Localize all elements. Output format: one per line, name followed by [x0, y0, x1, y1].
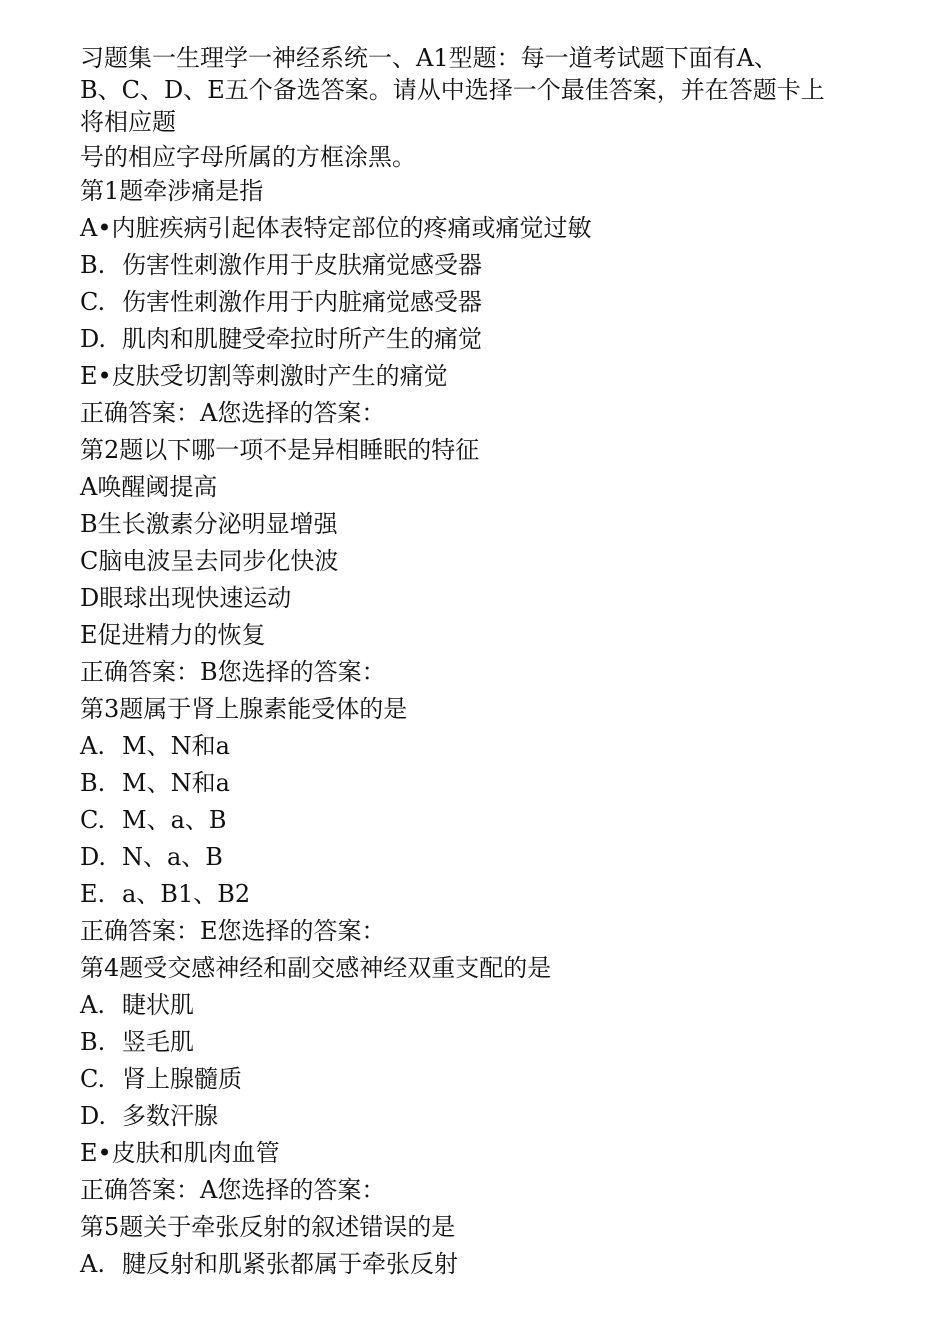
- option-text: M、N和a: [122, 732, 230, 760]
- correct-answer: 正确答案：A您选择的答案：: [80, 1176, 386, 1204]
- option-letter: A.: [80, 1250, 105, 1278]
- option-c: [80, 543, 880, 580]
- question-stem: 第3题属于肾上腺素能受体的是: [80, 695, 408, 723]
- question-stem: 第1题牵涉痛是指: [80, 177, 264, 205]
- option-letter: A.: [80, 732, 105, 760]
- option-letter: D.: [80, 843, 107, 871]
- document-page: [80, 42, 880, 1283]
- option-a: [80, 210, 880, 247]
- option-text: 多数汗腺: [122, 1102, 218, 1130]
- option-e: [80, 617, 880, 654]
- option-letter: E•: [80, 1139, 112, 1167]
- option-text: M、a、B: [122, 806, 227, 834]
- question-3: [80, 691, 880, 950]
- correct-answer: 正确答案：A您选择的答案：: [80, 399, 386, 427]
- option-letter: D: [80, 584, 100, 612]
- option-c: [80, 1061, 880, 1098]
- option-letter: A.: [80, 991, 105, 1019]
- option-text: 腱反射和肌紧张都属于牵张反射: [122, 1250, 458, 1278]
- option-text: a、B1、B2: [122, 880, 251, 908]
- correct-answer: 正确答案：B您选择的答案：: [80, 658, 386, 686]
- option-text: 皮肤和肌肉血管: [111, 1139, 280, 1167]
- intro-line: 习题集一生理学一神经系统一、A1型题：每一道考试题下面有A、: [80, 44, 778, 72]
- option-text: 生长激素分泌明显增强: [97, 510, 338, 538]
- intro-line: 将相应题: [80, 108, 176, 136]
- option-c: [80, 284, 880, 321]
- option-d: [80, 580, 880, 617]
- option-letter: E.: [80, 880, 106, 908]
- option-letter: D.: [80, 325, 107, 353]
- intro-paragraph-continued: [80, 141, 880, 173]
- option-b: [80, 247, 880, 284]
- option-text: 伤害性刺激作用于皮肤痛觉感受器: [122, 251, 482, 279]
- option-letter: C.: [80, 288, 106, 316]
- intro-paragraph: [80, 42, 880, 138]
- option-letter: B: [80, 510, 98, 538]
- option-text: 皮肤受切割等刺激时产生的痛觉: [111, 362, 448, 390]
- correct-answer: 正确答案：E您选择的答案：: [80, 917, 386, 945]
- option-c: [80, 802, 880, 839]
- option-text: 脑电波呈去同步化快波: [98, 547, 339, 575]
- option-text: N、a、B: [122, 843, 223, 871]
- option-e: [80, 876, 880, 913]
- question-4: [80, 950, 880, 1209]
- option-text: 眼球出现快速运动: [99, 584, 292, 612]
- option-letter: E•: [80, 362, 112, 390]
- intro-line: 号的相应字母所属的方框涂黑。: [80, 143, 416, 171]
- option-d: [80, 1098, 880, 1135]
- option-letter: A: [80, 473, 98, 501]
- option-text: 促进精力的恢复: [97, 621, 266, 649]
- question-stem: 第5题关于牵张反射的叙述错误的是: [80, 1213, 456, 1241]
- option-letter: C.: [80, 806, 106, 834]
- option-text: 肌肉和肌腱受牵拉时所产生的痛觉: [122, 325, 482, 353]
- option-text: M、N和a: [122, 769, 230, 797]
- option-b: [80, 765, 880, 802]
- option-letter: B.: [80, 251, 106, 279]
- option-letter: B.: [80, 769, 106, 797]
- option-text: 睫状肌: [122, 991, 194, 1019]
- option-b: [80, 506, 880, 543]
- option-letter: C: [80, 547, 99, 575]
- option-a: [80, 987, 880, 1024]
- option-e: [80, 1135, 880, 1172]
- option-letter: C.: [80, 1065, 106, 1093]
- question-stem: 第2题以下哪一项不是异相睡眠的特征: [80, 436, 480, 464]
- option-a: [80, 469, 880, 506]
- question-stem: 第4题受交感神经和副交感神经双重支配的是: [80, 954, 552, 982]
- question-5: [80, 1209, 880, 1283]
- question-2: [80, 432, 880, 691]
- intro-line: B、C、D、E五个备选答案。请从中选择一个最佳答案，并在答题卡上: [80, 76, 825, 104]
- option-letter: B.: [80, 1028, 106, 1056]
- option-text: 内脏疾病引起体表特定部位的疼痛或痛觉过敏: [111, 214, 592, 242]
- option-a: [80, 728, 880, 765]
- option-b: [80, 1024, 880, 1061]
- option-a: [80, 1246, 880, 1283]
- option-d: [80, 321, 880, 358]
- option-letter: E: [80, 621, 98, 649]
- option-e: [80, 358, 880, 395]
- question-1: [80, 173, 880, 432]
- option-d: [80, 839, 880, 876]
- option-text: 伤害性刺激作用于内脏痛觉感受器: [122, 288, 482, 316]
- option-text: 竖毛肌: [122, 1028, 194, 1056]
- option-text: 肾上腺髓质: [122, 1065, 242, 1093]
- option-letter: A•: [80, 214, 112, 242]
- option-letter: D.: [80, 1102, 107, 1130]
- option-text: 唤醒阈提高: [97, 473, 218, 501]
